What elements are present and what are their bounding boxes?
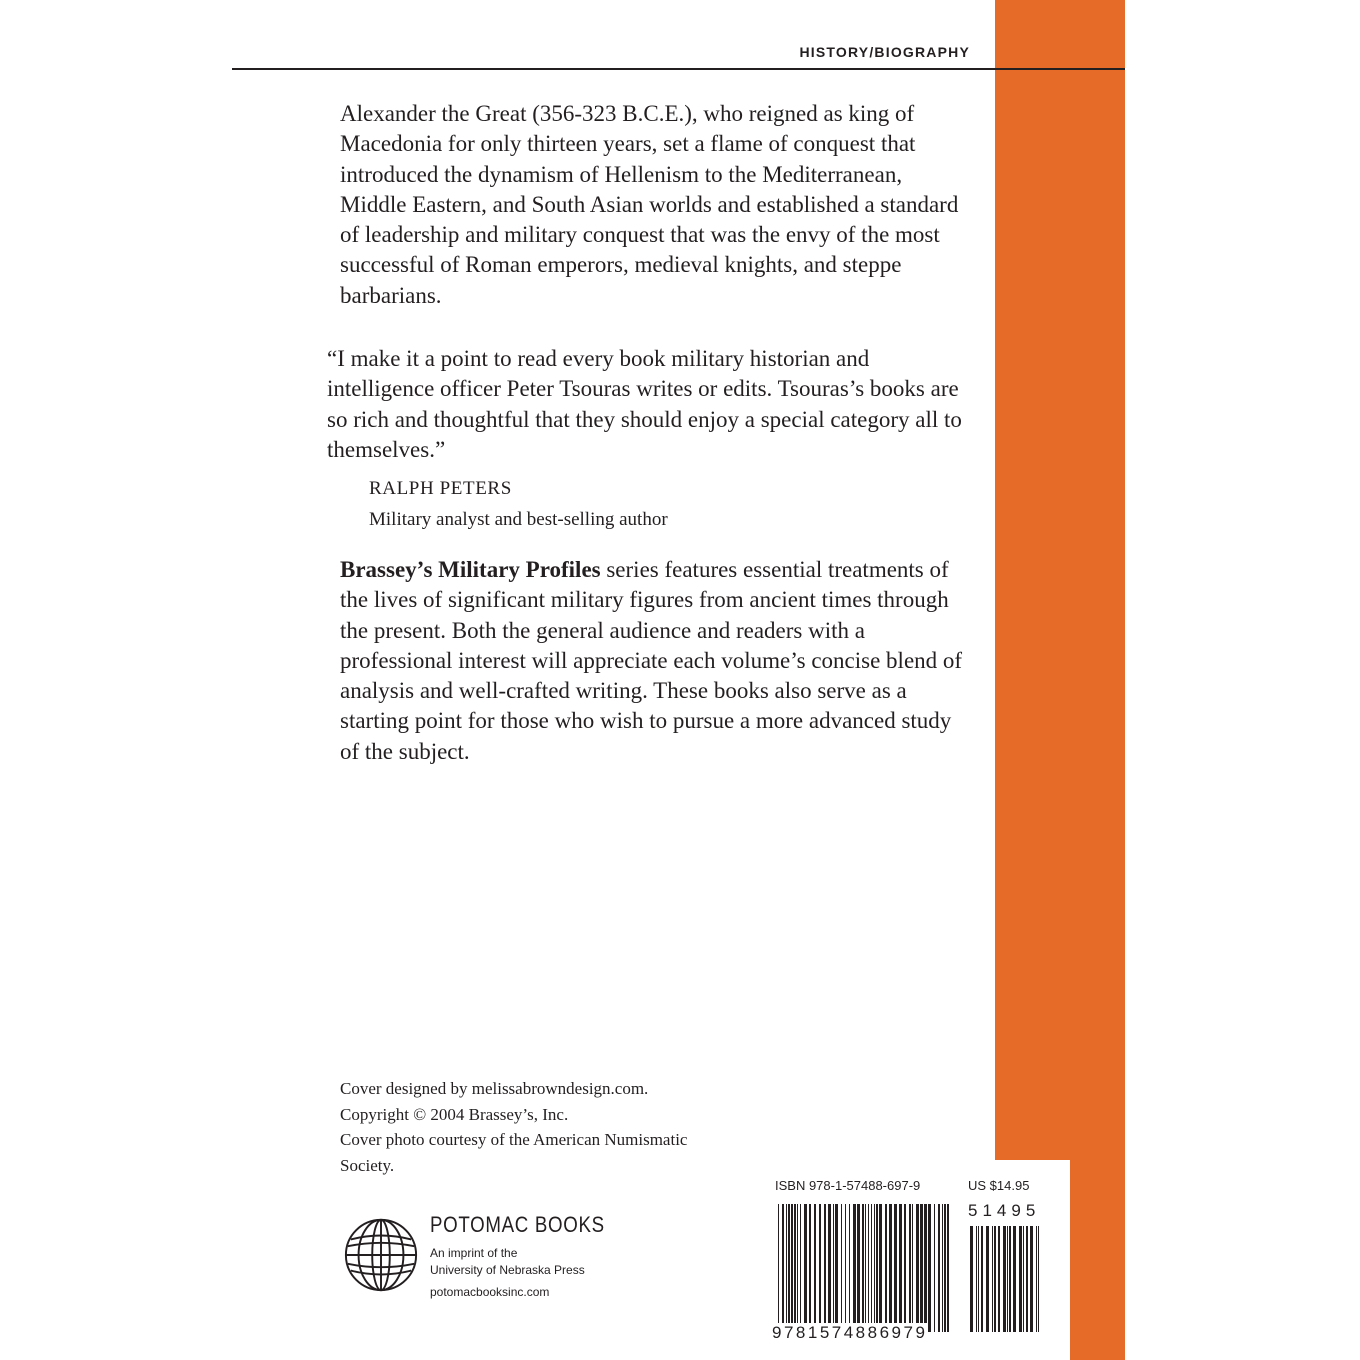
copyright-line: Copyright © 2004 Brassey’s, Inc. (340, 1104, 569, 1124)
isbn-label: ISBN 978-1-57488-697-9 (775, 1178, 921, 1193)
quote-author-title: Military analyst and best-selling author (369, 509, 668, 530)
ean-digits: 9781574886979 (772, 1323, 928, 1342)
globe-icon (342, 1216, 420, 1294)
category-label: HISTORY/BIOGRAPHY (799, 44, 970, 60)
synopsis-paragraph: Alexander the Great (356-323 B.C.E.), who reigned as king of Macedonia for only thirteen years, set a flame of conquest that introduced the dynamism of Hellenism to the Mediterranean, Middle Eastern, and South Asian worlds and established a standard of leadership and military conquest that was the envy of the most successful of Roman emperors, medieval knights, and steppe barbarians. (340, 101, 959, 308)
design-credit: Cover designed by melissabrowndesign.com. (340, 1079, 649, 1098)
quote-author: RALPH PETERS (369, 478, 512, 499)
barcode-box (760, 1160, 1070, 1360)
publisher-imprint (430, 1245, 585, 1279)
cover-credits (340, 1076, 700, 1178)
ean-barcode (778, 1204, 950, 1332)
series-description: series features essential treatments of the lives of significant military figures from ancient times through the present. Both the general audience and readers with a professional interest will appreciate each volume’s concise blend of analysis and well-crafted writing. These books also serve as a starting point for those who wish to pursue a more advanced study of the subject. (340, 557, 963, 764)
series-name: Brassey’s Military Profiles (340, 557, 601, 582)
imprint-line-1: An imprint of the (430, 1246, 518, 1260)
quote-text: “I make it a point to read every book military historian and intelligence officer Peter Tsouras writes or edits. Tsouras’s books are so rich and thoughtful that they should enjoy a special category all to themselves.” (327, 346, 962, 462)
addon-digits: 51495 (968, 1201, 1041, 1220)
photo-credit: Cover photo courtesy of the American Numismatic Society. (340, 1130, 688, 1175)
addon-barcode (970, 1226, 1040, 1332)
publisher-name: POTOMAC BOOKS (430, 1212, 605, 1237)
blurb-quote (327, 344, 965, 465)
series-paragraph (340, 555, 965, 767)
quote-attribution (369, 473, 668, 535)
publisher-website: potomacbooksinc.com (430, 1285, 550, 1299)
orange-side-band (995, 0, 1125, 1360)
price-label: US $14.95 (968, 1178, 1030, 1193)
imprint-line-2: University of Nebraska Press (430, 1263, 585, 1277)
header-rule (232, 68, 1125, 70)
